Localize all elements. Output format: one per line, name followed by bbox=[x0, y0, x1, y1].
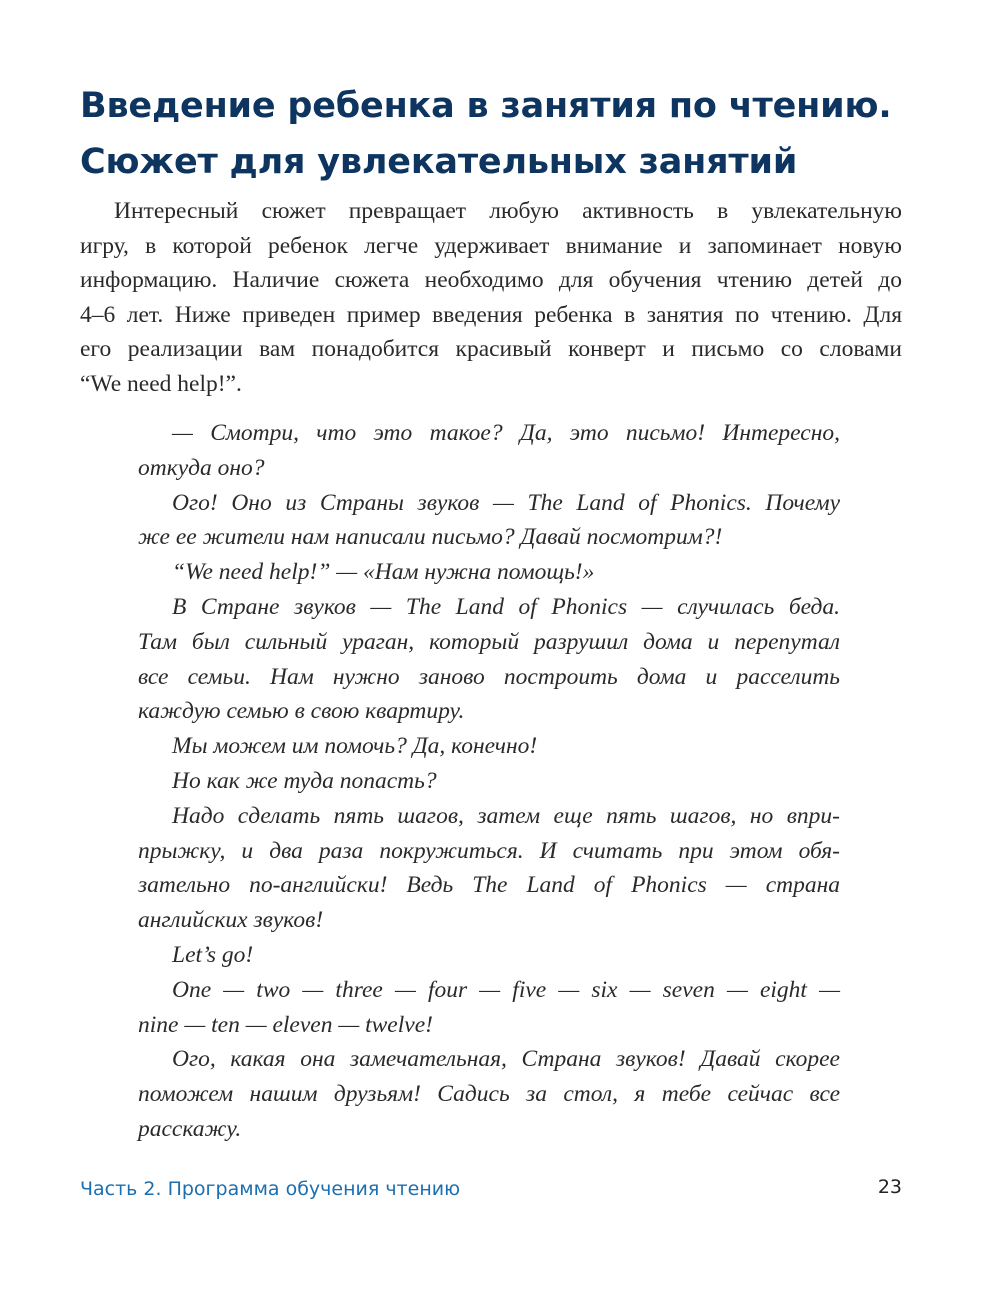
story-line: прыжку, и два раза покружиться. И считать при этом обя- bbox=[138, 837, 840, 864]
story-line: Там был сильный ураган, который разрушил дома и перепутал bbox=[138, 628, 840, 655]
intro-paragraph bbox=[80, 194, 902, 402]
story-line: — Смотри, что это такое? Да, это письмо! Интересно, bbox=[172, 420, 840, 446]
story-line: One — two — three — four — five — six — seven — eight — bbox=[172, 976, 840, 1003]
intro-line: игру, в которой ребенок легче удерживает внимание и запоминает новую bbox=[80, 232, 902, 259]
story-line: все семьи. Нам нужно заново построить дома и расселить bbox=[138, 663, 840, 690]
story-line: Ого, какая она замечательная, Страна звуков! Давай скорее bbox=[172, 1046, 840, 1073]
story-line: зательно по-английски! Ведь The Land of Phonics — страна bbox=[138, 872, 840, 899]
story-dialogue bbox=[138, 416, 840, 1147]
intro-line: 4–6 лет. Ниже приведен пример введения ребенка в занятия по чтению. Для bbox=[80, 301, 902, 328]
story-line: Но как же туда попасть? bbox=[172, 767, 437, 794]
story-line: Надо сделать пять шагов, затем еще пять шагов, но впри- bbox=[172, 802, 840, 829]
story-line: В Стране звуков — The Land of Phonics — случилась беда. bbox=[172, 593, 840, 620]
story-line: каждую семью в свою квартиру. bbox=[138, 698, 465, 725]
intro-line: информацию. Наличие сюжета необходимо для обучения чтению детей до bbox=[80, 267, 902, 294]
intro-line: его реализации вам понадобится красивый конверт и письмо со словами bbox=[80, 336, 902, 363]
story-line: же ее жители нам написали письмо? Давай посмотрим?! bbox=[138, 524, 723, 551]
page-title-line-2: Сюжет для увлекательных занятий bbox=[80, 142, 798, 182]
story-line: поможем нашим друзьям! Садись за стол, я тебе сейчас все bbox=[138, 1081, 840, 1108]
story-line: английских звуков! bbox=[138, 907, 324, 934]
story-line: расскажу. bbox=[138, 1115, 242, 1142]
page-title-line-1: Введение ребенка в занятия по чтению. bbox=[80, 86, 892, 126]
story-line: Let’s go! bbox=[172, 941, 254, 968]
story-line: “We need help!” — «Нам нужна помощь!» bbox=[172, 559, 595, 586]
story-line: Мы можем им помочь? Да, конечно! bbox=[172, 733, 538, 760]
story-line: откуда оно? bbox=[138, 454, 265, 481]
story-line: nine — ten — eleven — twelve! bbox=[138, 1011, 433, 1038]
intro-line: Интересный сюжет превращает любую активность в увлекательную bbox=[114, 198, 902, 224]
intro-line: “We need help!”. bbox=[80, 370, 242, 397]
story-line: Ого! Оно из Страны звуков — The Land of Phonics. Почему bbox=[172, 489, 840, 516]
footer-section-title: Часть 2. Программа обучения чтению bbox=[80, 1178, 461, 1200]
page-number: 23 bbox=[877, 1176, 902, 1198]
page-title bbox=[80, 78, 920, 190]
